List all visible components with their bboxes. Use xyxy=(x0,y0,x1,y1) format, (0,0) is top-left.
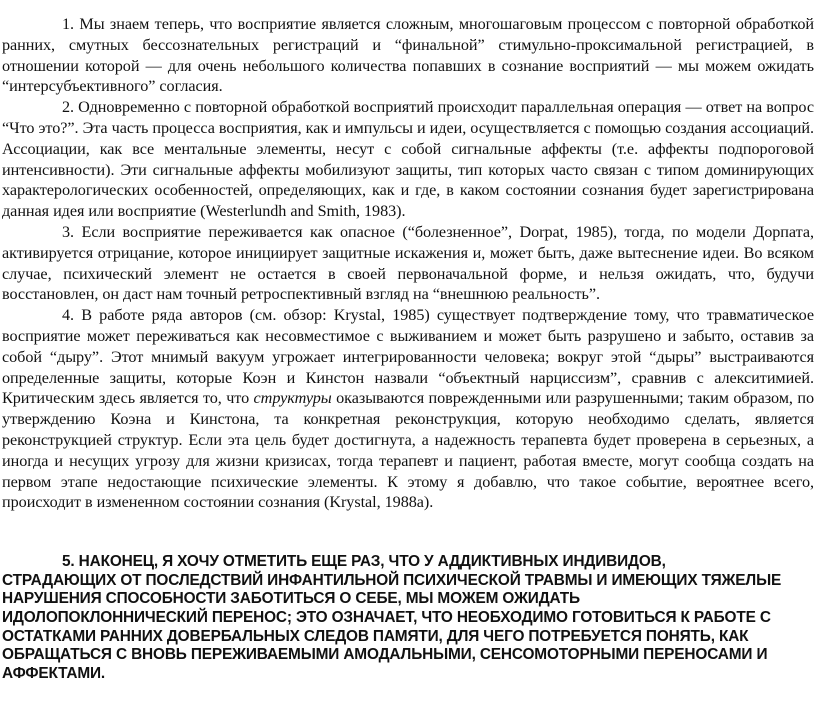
paragraph-3: 3. Если восприятие переживается как опасное (“болезненное”, Dorpat, 1985), тогда, по модели Дорпата, активируется отрицание, которое инициирует защитные искажения и, может быть, даже вытеснение идеи. Во всяком случае, психический элемент не остается в своей первоначальной форме, и нельзя ожидать, что, будучи восстановлен, он даст нам точный ретроспективный взгляд на “внешнюю реальность”. xyxy=(2,222,814,304)
paragraph-4-text-before: 4. В работе ряда авторов (см. обзор: Krystal, 1985) существует подтверждение тому, что травматическое восприятие может переживаться как несовместимое с выживанием и может быть разрушено и забыто, оставив за собой “дыру”. Этот мнимый вакуум угрожает интегрированности человека; вокруг этой “дыры” выстраиваются определенные защиты, которые Коэн и Кинстон назвали “объектный нарциссизм”, сравнив с алекситимией. Критическим здесь является то, что xyxy=(2,306,814,408)
paragraph-4-emphasis: структуры xyxy=(253,389,332,408)
conclusion-heading: 5. НАКОНЕЦ, Я ХОЧУ ОТМЕТИТЬ ЕЩЕ РАЗ, ЧТО У АДДИКТИВНЫХ ИНДИВИДОВ, СТРАДАЮЩИХ ОТ ПОСЛЕДСТВИЙ ИНФАНТИЛЬНОЙ ПСИХИЧЕСКОЙ ТРАВМЫ И ИМЕЮЩИХ ТЯЖЕЛЫЕ НАРУШЕНИЯ СПОСОБНОСТИ ЗАБОТИТЬСЯ О СЕБЕ, МЫ МОЖЕМ ОЖИДАТЬ ИДОЛОПОКЛОННИЧЕСКИЙ ПЕРЕНОС; ЭТО ОЗНАЧАЕТ, ЧТО НЕОБХОДИМО ГОТОВИТЬСЯ К РАБОТЕ С ОСТАТКАМИ РАННИХ ДОВЕРБАЛЬНЫХ СЛЕДОВ ПАМЯТИ, ДЛЯ ЧЕГО ПОТРЕБУЕТСЯ ПОНЯТЬ, КАК ОБРАЩАТЬСЯ С ВНОВЬ ПЕРЕЖИВАЕМЫМИ АМОДАЛЬНЫМИ, СЕНСОМОТОРНЫМИ ПЕРЕНОСАМИ И АФФЕКТАМИ. xyxy=(2,553,782,682)
paragraph-4 xyxy=(2,305,814,513)
paragraph-2: 2. Одновременно с повторной обработкой восприятий происходит параллельная операция — ответ на вопрос “Что это?”. Эта часть процесса восприятия, как и импульсы и идеи, осуществляется с помощью создания ассоциаций. Ассоциации, как все ментальные элементы, несут с собой сигнальные аффекты (т.е. аффекты подпороговой интенсивности). Эти сигнальные аффекты мобилизуют защиты, тип которых часто связан с типом доминирующих характерологических особенностей, определяющих, как и где, в каком состоянии сознания будет зарегистрирована данная идея или восприятие (Westerlundh and Smith, 1983). xyxy=(2,98,814,221)
paragraph-4-text-after: оказываются поврежденными или разрушенными; таким образом, по утверждению Коэна и Кинстона, та конкретная реконструкция, которую необходимо сделать, является реконструкцией структур. Если эта цель будет достигнута, а надежность терапевта будет проверена в серьезных, а иногда и несущих угрозу для жизни кризисах, тогда терапевт и пациент, работая вместе, могут сообща создать на первом этапе недостающие психические элементы. К этому я добавлю, что такое событие, вероятнее всего, происходит в измененном состоянии сознания (Krystal, 1988a). xyxy=(2,389,814,512)
paragraph-1: 1. Мы знаем теперь, что восприятие является сложным, многошаговым процессом с повторной обработкой ранних, смутных бессознательных регистраций и “финальной” стимульно-проксимальной регистрацией, в отношении которой — для очень небольшого количества попавших в сознание восприятий — мы можем ожидать “интерсубъективного” согласия. xyxy=(2,15,814,96)
